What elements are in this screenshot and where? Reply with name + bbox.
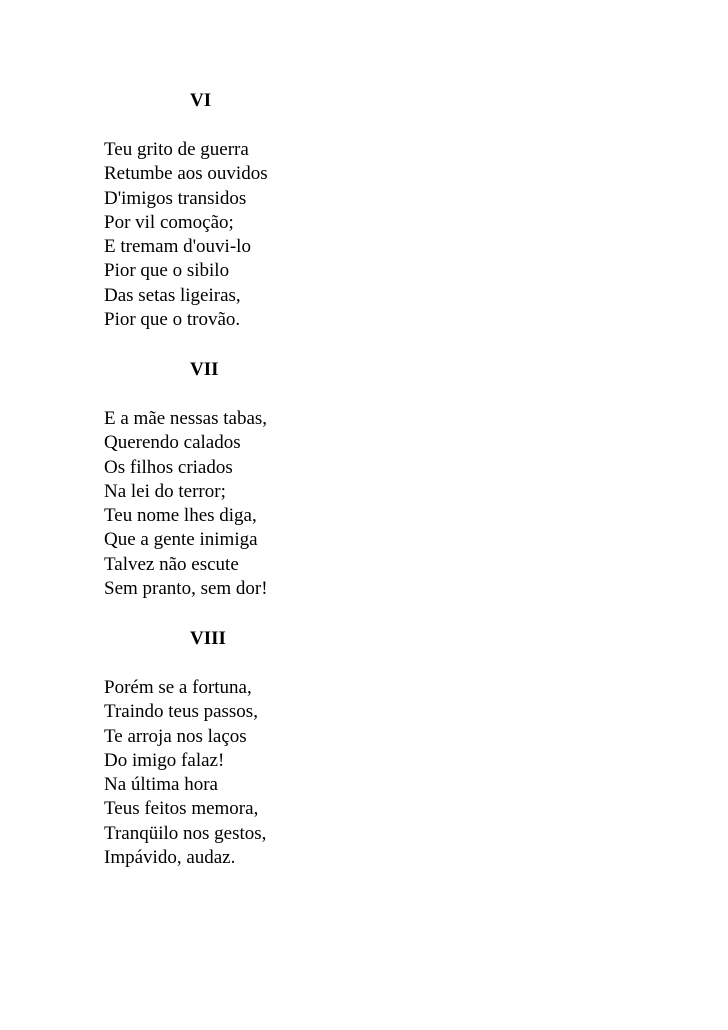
verse-line: Do imigo falaz! [104, 749, 225, 771]
verse-line: D'imigos transidos [104, 187, 247, 209]
verse-line: Os filhos criados [104, 456, 233, 478]
stanza-vi [104, 138, 268, 332]
verse-line: Por vil comoção; [104, 211, 234, 233]
verse-line: E tremam d'ouvi-lo [104, 236, 251, 258]
verse-line: Pior que o trovão. [104, 309, 241, 331]
stanza-vii [104, 407, 268, 601]
verse-line: Porém se a fortuna, [104, 677, 252, 698]
verse-line: E a mãe nessas tabas, [104, 408, 268, 429]
verse-line: Teu nome lhes diga, [104, 505, 257, 527]
verse-line: Das setas ligeiras, [104, 284, 241, 306]
verse-line: Tranqüilo nos gestos, [104, 822, 267, 844]
verse-line: Impávido, audaz. [104, 847, 236, 869]
verse-line: Talvez não escute [104, 553, 239, 575]
stanza-viii [104, 676, 266, 870]
verse-line: Retumbe aos ouvidos [104, 163, 268, 185]
verse-line: Pior que o sibilo [104, 260, 230, 282]
verse-line: Que a gente inimiga [104, 529, 258, 551]
verse-line: Teu grito de guerra [104, 139, 249, 160]
stanza-heading-viii: VIII [190, 628, 226, 649]
verse-line: Teus feitos memora, [104, 798, 259, 820]
verse-line: Na última hora [104, 774, 218, 796]
verse-line: Te arroja nos laços [104, 725, 247, 747]
stanza-heading-vii: VII [190, 359, 219, 380]
stanza-heading-vi: VI [190, 90, 212, 111]
verse-line: Sem pranto, sem dor! [104, 578, 268, 600]
verse-line: Querendo calados [104, 432, 241, 454]
verse-line: Traindo teus passos, [104, 701, 258, 723]
verse-line: Na lei do terror; [104, 480, 226, 502]
